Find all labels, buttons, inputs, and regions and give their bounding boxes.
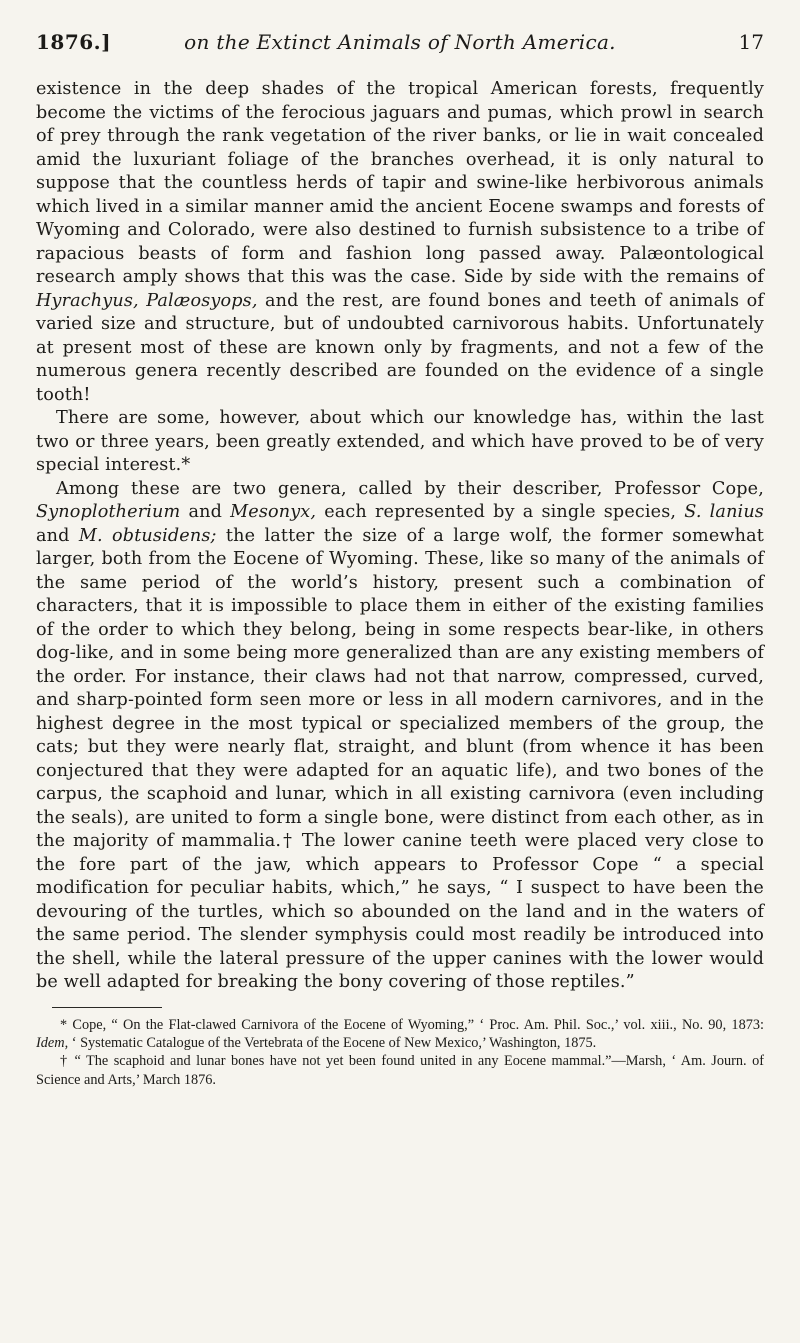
text-run: Among these are two genera, called by their describer, Professor Cope, bbox=[56, 478, 764, 499]
paragraph bbox=[36, 407, 764, 478]
running-head-title: on the Extinct Animals of North America. bbox=[184, 30, 616, 54]
body-text bbox=[36, 78, 764, 995]
footnote bbox=[36, 1052, 764, 1089]
page-number: 17 bbox=[738, 30, 764, 54]
footnotes bbox=[36, 1016, 764, 1090]
italic-text: Idem, bbox=[36, 1034, 69, 1051]
paragraph bbox=[36, 78, 764, 407]
text-run: existence in the deep shades of the tropical American forests, frequently become the victims of the ferocious jaguars and pumas, which prowl in search of prey through the rank vegetation of the river banks, or lie in wait concealed amid the luxuriant foliage of the branches overhead, it is only natural to suppose that the countless herds of tapir and swine-like herbivorous animals which lived in a similar manner amid the ancient Eocene swamps and forests of Wyoming and Colorado, were also destined to furnish subsistence to a tribe of rapacious beasts of form and fashion long passed away. Palæontological research amply shows that this was the case. Side by side with the remains of bbox=[36, 79, 764, 287]
text-run: and the rest, are found bones and teeth of animals of varied size and structure, but of undoubted carnivorous habits. Unfortunately at present most of these are known only by fragments, and not a few of the numerous genera recently described are founded on the evidence of a single tooth! bbox=[36, 290, 764, 405]
text-run: * Cope, “ On the Flat-clawed Carnivora of the Eocene of Wyoming,” ‘ Proc. Am. Phil. Soc.,’ vol. xiii., No. 90, 1873: bbox=[60, 1016, 764, 1033]
book-page bbox=[36, 30, 764, 1089]
footnote bbox=[36, 1016, 764, 1053]
text-run: There are some, however, about which our knowledge has, within the last two or three years, been greatly extended, and which have proved to be of very special interest.* bbox=[36, 408, 764, 475]
text-run: ‘ Systematic Catalogue of the Vertebrata of the Eocene of New Mexico,’ Washington, 1875. bbox=[68, 1034, 597, 1051]
text-run: the latter the size of a large wolf, the former somewhat larger, both from the Eocene of Wyoming. These, like so many of the animals of the same period of the world’s history, present such a combination of characters, that it is impossible to place them in either of the existing families of the order to which they belong, being in some respects bear-like, in others dog-like, and in some being more generalized than are any existing members of the order. For instance, their claws had not that narrow, compressed, curved, and sharp-pointed form seen more or less in all modern carnivores, and in the highest degree in the most typical or specialized members of the group, the cats; but they were nearly flat, straight, and blunt (from whence it has been conjectured that they were adapted for an aquatic life), and two bones of the carpus, the scaphoid and lunar, which in all existing carnivora (even including the seals), are united to form a single bone, were distinct from each other, as in the majority of mammalia.† The lower canine teeth were placed very close to the fore part of the jaw, which appears to Professor Cope “ a special modification for peculiar habits, which,” he says, “ I suspect to have been the devouring of the turtles, which so abounded on the land and in the waters of the same period. The slender symphysis could most readily be introduced into the shell, while the lateral pressure of the upper canines with the lower would be well adapted for breaking the bony covering of those reptiles.” bbox=[36, 525, 764, 992]
italic-text: S. lanius bbox=[684, 502, 764, 522]
footnote-rule bbox=[52, 1007, 162, 1008]
italic-text: Hyrachyus, Palæosyops, bbox=[36, 290, 258, 311]
text-run: and bbox=[36, 525, 79, 546]
running-head bbox=[36, 30, 764, 58]
paragraph bbox=[36, 478, 764, 995]
italic-text: Synoplotherium bbox=[36, 502, 181, 522]
italic-text: M. obtusidens; bbox=[78, 525, 217, 546]
text-run: and bbox=[180, 502, 231, 522]
italic-text: Mesonyx, bbox=[230, 502, 317, 522]
running-head-year: 1876.] bbox=[36, 30, 112, 54]
text-run: † “ The scaphoid and lunar bones have not yet been found united in any Eocene mammal.”—Marsh, ‘ Am. Journ. of Science and Arts,’ March 1876. bbox=[36, 1053, 764, 1088]
text-run: each represented by a single species, bbox=[316, 502, 685, 522]
